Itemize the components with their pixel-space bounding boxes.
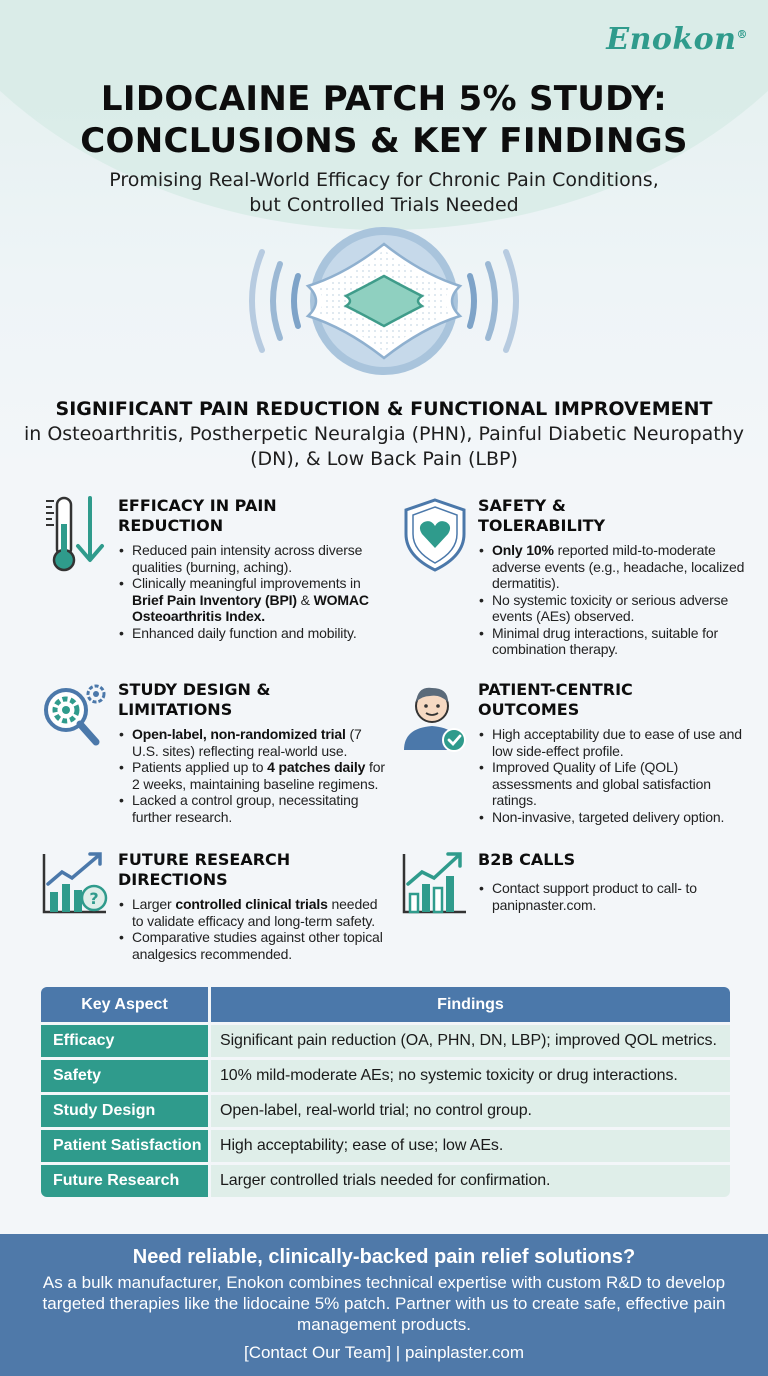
table-row xyxy=(41,1165,730,1197)
table-cell-finding: High acceptability; ease of use; low AEs. xyxy=(211,1130,730,1162)
table-row xyxy=(41,1130,730,1162)
design-b1-rest: (7 U.S. sites) reflecting real-world use. xyxy=(132,726,362,759)
efficacy-bullet-3: • Enhanced daily function and mobility. xyxy=(118,625,383,642)
safety-bullet-2: • No systemic toxicity or serious adverse events (AEs) observed. xyxy=(478,592,746,625)
headline-title: SIGNIFICANT PAIN REDUCTION & FUNCTIONAL IMPROVEMENT xyxy=(55,398,713,420)
patient-bullet-2: • Improved Quality of Life (QOL) assessments and global satisfaction ratings. xyxy=(478,759,746,809)
table-cell-finding: Significant pain reduction (OA, PHN, DN, LBP); improved QOL metrics. xyxy=(211,1025,730,1057)
patient-outcomes-list xyxy=(478,726,746,825)
safety-text xyxy=(478,496,746,658)
table-row xyxy=(41,1060,730,1092)
table-cell-aspect: Patient Satisfaction xyxy=(41,1130,211,1162)
future-b1-pre: Larger xyxy=(132,896,176,912)
headline xyxy=(20,396,748,472)
efficacy-b2-mid: & xyxy=(296,591,314,608)
future-b1-rest: needed to validate efficacy and long-term safety. xyxy=(132,896,378,929)
future-research-title: FUTURE RESEARCH DIRECTIONS xyxy=(118,850,291,889)
patient-outcomes-title: PATIENT-CENTRIC OUTCOMES xyxy=(478,680,633,719)
table-cell-finding: Open-label, real-world trial; no control group. xyxy=(211,1095,730,1127)
design-b2-rest: for 2 weeks, maintaining baseline regimens. xyxy=(132,759,385,792)
gear-magnifier-icon xyxy=(40,680,110,760)
study-design-text xyxy=(118,680,388,825)
study-design-bullet-3: • Lacked a control group, necessitating further research. xyxy=(118,792,388,825)
study-design-bullet-2 xyxy=(118,759,388,792)
thermometer-icon xyxy=(40,496,110,576)
growth-chart-arrow-icon xyxy=(400,850,470,930)
efficacy-b2-bold2: WOMAC Osteoarthritis Index. xyxy=(132,591,369,624)
lidocaine-patch-icon xyxy=(234,226,534,376)
footer-separator: | xyxy=(391,1343,405,1362)
b2b-bullet-1: • Contact support product to call- to panipnaster.com. xyxy=(478,880,728,913)
safety-bullet-3: • Minimal drug interactions, suitable for combination therapy. xyxy=(478,625,746,658)
patient-bullet-3: • Non-invasive, targeted delivery option. xyxy=(478,809,746,826)
page-title-line2: CONCLUSIONS & KEY FINDINGS xyxy=(80,121,688,161)
safety-b1-rest: reported mild-to-moderate adverse events (e.g., headache, localized dermatitis). xyxy=(492,542,745,591)
footer-headline: Need reliable, clinically-backed pain relief solutions? xyxy=(132,1246,636,1268)
table-header-findings: Findings xyxy=(211,987,730,1022)
brand-registered-mark: ® xyxy=(736,28,748,41)
efficacy-b2-pre: Clinically meaningful improvements in xyxy=(132,575,361,591)
footer-cta-banner xyxy=(0,1234,768,1376)
efficacy-title: EFFICACY IN PAIN REDUCTION xyxy=(118,496,277,535)
study-design-bullet-1 xyxy=(118,726,388,759)
patient-bullet-1: • High acceptability due to ease of use and low side-effect profile. xyxy=(478,726,746,759)
page-title-line1: LIDOCAINE PATCH 5% STUDY: xyxy=(100,79,668,119)
design-b2-pre: Patients applied up to xyxy=(132,759,268,775)
safety-b1-bold: Only 10% xyxy=(492,542,554,558)
table-cell-finding: Larger controlled trials needed for confirmation. xyxy=(211,1165,730,1197)
contact-team-link[interactable]: [Contact Our Team] xyxy=(243,1343,392,1362)
design-b2-bold: 4 patches daily xyxy=(267,759,366,775)
patient-outcomes-text xyxy=(478,680,746,825)
b2b-calls-title: B2B CALLS xyxy=(478,850,576,869)
efficacy-bullet-1: • Reduced pain intensity across diverse qualities (burning, aching). xyxy=(118,542,383,575)
page-subtitle: Promising Real-World Efficacy for Chronic Pain Conditions, but Controlled Trials Needed xyxy=(109,169,659,216)
table-cell-aspect: Efficacy xyxy=(41,1025,211,1057)
brand-name: Enokon xyxy=(606,22,737,57)
svg-text:?: ? xyxy=(89,889,99,908)
future-research-text xyxy=(118,850,390,962)
summary-table xyxy=(41,984,730,1200)
b2b-calls-text xyxy=(478,850,728,913)
study-design-list xyxy=(118,726,388,825)
website-link[interactable]: painplaster.com xyxy=(404,1343,525,1362)
table-header-row xyxy=(41,987,730,1022)
headline-subtitle: in Osteoarthritis, Postherpetic Neuralgia (PHN), Painful Diabetic Neuropathy (DN), & Low Back Pain (LBP) xyxy=(23,423,745,470)
safety-title: SAFETY & TOLERABILITY xyxy=(478,496,606,535)
patient-check-icon xyxy=(400,680,470,760)
footer-body: As a bulk manufacturer, Enokon combines technical expertise with custom R&D to develop targeted therapies like the lidocaine 5% patch. Partner with us to create safe, effective pain management products. xyxy=(42,1273,726,1334)
table-cell-aspect: Safety xyxy=(41,1060,211,1092)
design-b1-bold: Open-label, non-randomized trial xyxy=(132,726,346,742)
efficacy-bullet-2 xyxy=(118,575,383,625)
table-header-aspect: Key Aspect xyxy=(41,987,211,1022)
efficacy-list xyxy=(118,542,383,641)
safety-bullet-1 xyxy=(478,542,746,592)
table-row xyxy=(41,1025,730,1057)
future-b1-bold: controlled clinical trials xyxy=(175,896,328,912)
b2b-calls-list xyxy=(478,880,728,913)
page-title xyxy=(0,78,768,162)
future-bullet-2: • Comparative studies against other topical analgesics recommended. xyxy=(118,929,390,962)
footer-contact xyxy=(0,1342,768,1364)
efficacy-b2-bold1: Brief Pain Inventory (BPI) xyxy=(132,591,297,608)
table-cell-finding: 10% mild-moderate AEs; no systemic toxicity or drug interactions. xyxy=(211,1060,730,1092)
growth-chart-question-icon xyxy=(40,850,110,930)
safety-list xyxy=(478,542,746,658)
future-bullet-1 xyxy=(118,896,390,929)
future-research-list xyxy=(118,896,390,962)
table-cell-aspect: Study Design xyxy=(41,1095,211,1127)
brand-logo[interactable] xyxy=(606,22,748,57)
study-design-title: STUDY DESIGN & LIMITATIONS xyxy=(118,680,271,719)
efficacy-text xyxy=(118,496,383,641)
table-cell-aspect: Future Research xyxy=(41,1165,211,1197)
table-row xyxy=(41,1095,730,1127)
shield-heart-icon xyxy=(400,496,470,576)
